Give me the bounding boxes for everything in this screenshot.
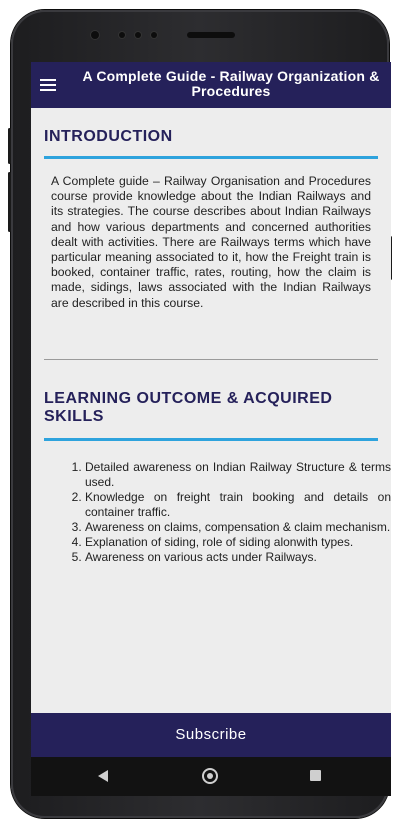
sensor-icon (151, 32, 157, 38)
system-nav-bar (31, 757, 391, 796)
sensor-icon (135, 32, 141, 38)
app-bar (31, 62, 391, 108)
outcomes-heading: LEARNING OUTCOME & ACQUIRED SKILLS (44, 390, 333, 425)
list-item: 5. Awareness on various acts under Railways. (85, 550, 391, 565)
sensor-icon (119, 32, 125, 38)
page-title: A Complete Guide - Railway Organization & Procedures (82, 68, 380, 99)
content-area[interactable] (31, 108, 391, 713)
front-camera-icon (91, 31, 99, 39)
subscribe-button[interactable]: Subscribe (31, 713, 391, 757)
list-item: 3. Awareness on claims, compensation & claim mechanism. (85, 520, 391, 535)
app-screen (31, 62, 391, 796)
intro-heading: INTRODUCTION (44, 128, 173, 145)
earpiece-speaker (187, 32, 235, 38)
outcomes-list (65, 460, 391, 565)
list-item: 2. Knowledge on freight train booking and details on container traffic. (85, 490, 391, 520)
volume-button (8, 172, 11, 232)
intro-body: A Complete guide – Railway Organisation and Procedures course provide knowledge about the Indian Railways and its strategies. The course describes about Indian Railways and how various departments and concerned authorities dealt with activities. There are Railways terms which have particular meaning associated to it, how the Freight train is booked, container traffic, rates, routing, how the claim is made, sidings, laws associated with the Indian Railways are described in this course. (51, 174, 371, 310)
hamburger-menu-icon[interactable] (40, 79, 56, 91)
list-item: 4. Explanation of siding, role of siding alonwith types. (85, 535, 391, 550)
list-item: 1. Detailed awareness on Indian Railway Structure & terms used. (85, 460, 391, 490)
section-divider (44, 359, 378, 360)
home-circle-icon[interactable] (202, 768, 218, 784)
intro-heading-underline (44, 156, 378, 159)
power-button (8, 128, 11, 164)
outcomes-heading-underline (44, 438, 378, 441)
recents-square-icon[interactable] (310, 770, 321, 781)
back-triangle-icon[interactable] (98, 770, 108, 782)
phone-frame (11, 10, 389, 818)
